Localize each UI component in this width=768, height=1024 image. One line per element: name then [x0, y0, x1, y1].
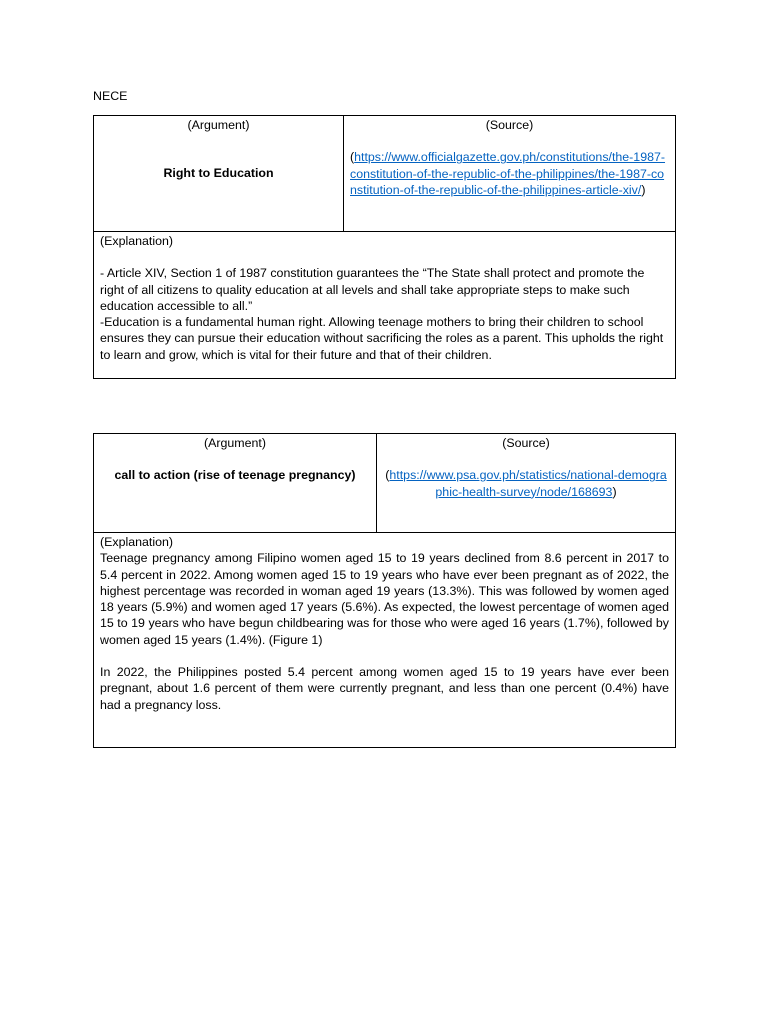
- explanation-cell: [94, 533, 676, 748]
- explanation-paragraph: In 2022, the Philippines posted 5.4 percent among women aged 15 to 19 years have ever been pregnant, about 1.6 percent of them were currently pregnant, and less than one percent (0.4%) have had a pregnancy loss.: [100, 665, 669, 712]
- source-cell: [377, 434, 676, 533]
- table-row: [94, 232, 676, 379]
- argument-title: Right to Education: [163, 166, 274, 181]
- explanation-cell: [94, 232, 676, 379]
- source-open-paren: (: [385, 468, 390, 483]
- source-link[interactable]: https://www.psa.gov.ph/statistics/national-demographic-health-survey/node/168693: [389, 468, 667, 499]
- argument-title: call to action (rise of teenage pregnancy): [114, 468, 356, 483]
- source-link[interactable]: https://www.officialgazette.gov.ph/constitutions/the-1987-constitution-of-the-republic-of-the-philippines/the-1987-constitution-of-the-republic-of-the-philippines-article-xiv/: [350, 150, 666, 197]
- table-row: [94, 116, 676, 232]
- source-citation: [383, 467, 669, 500]
- document-heading: NECE: [93, 89, 128, 103]
- explanation-label: (Explanation): [100, 234, 174, 248]
- argument-cell: [94, 434, 377, 533]
- source-close-paren: ): [612, 484, 617, 499]
- explanation-paragraph: Teenage pregnancy among Filipino women aged 15 to 19 years declined from 8.6 percent in 2017 to 5.4 percent in 2022. Among women aged 15 to 19 years who have ever been pregnant as of 2022, the highest percentage was recorded in woman aged 19 years (13.3%). This was followed by women aged 18 years (5.9%) and women aged 17 years (5.6%). As expected, the lowest percentage of women aged 15 to 19 years who have begun childbearing was for those who were aged 16 years (1.7%), followed by women aged 15 years (1.4%). (Figure 1): [100, 551, 669, 647]
- table-row: [94, 533, 676, 748]
- source-citation: [350, 149, 669, 198]
- argument-label: (Argument): [204, 436, 266, 450]
- explanation-label: (Explanation): [100, 535, 174, 549]
- table-row: [94, 434, 676, 533]
- argument-table-education: [93, 115, 676, 379]
- argument-table-teenage-pregnancy: [93, 433, 676, 748]
- source-label: (Source): [485, 118, 534, 132]
- explanation-paragraph: -Education is a fundamental human right. Allowing teenage mothers to bring their children to school ensures they can pursue their education without sacrificing the roles as a parent. This upholds the right to learn and grow, which is vital for their future and that of their children.: [100, 315, 664, 362]
- source-close-paren: ): [641, 182, 646, 197]
- source-label: (Source): [502, 436, 550, 450]
- argument-cell: [94, 116, 344, 232]
- argument-label: (Argument): [187, 118, 250, 132]
- source-open-paren: (: [350, 150, 355, 165]
- source-cell: [344, 116, 676, 232]
- explanation-paragraph: - Article XIV, Section 1 of 1987 constitution guarantees the “The State shall protect and promote the right of all citizens to quality education at all levels and shall take appropriate steps to make such education accessible to all.”: [100, 266, 645, 313]
